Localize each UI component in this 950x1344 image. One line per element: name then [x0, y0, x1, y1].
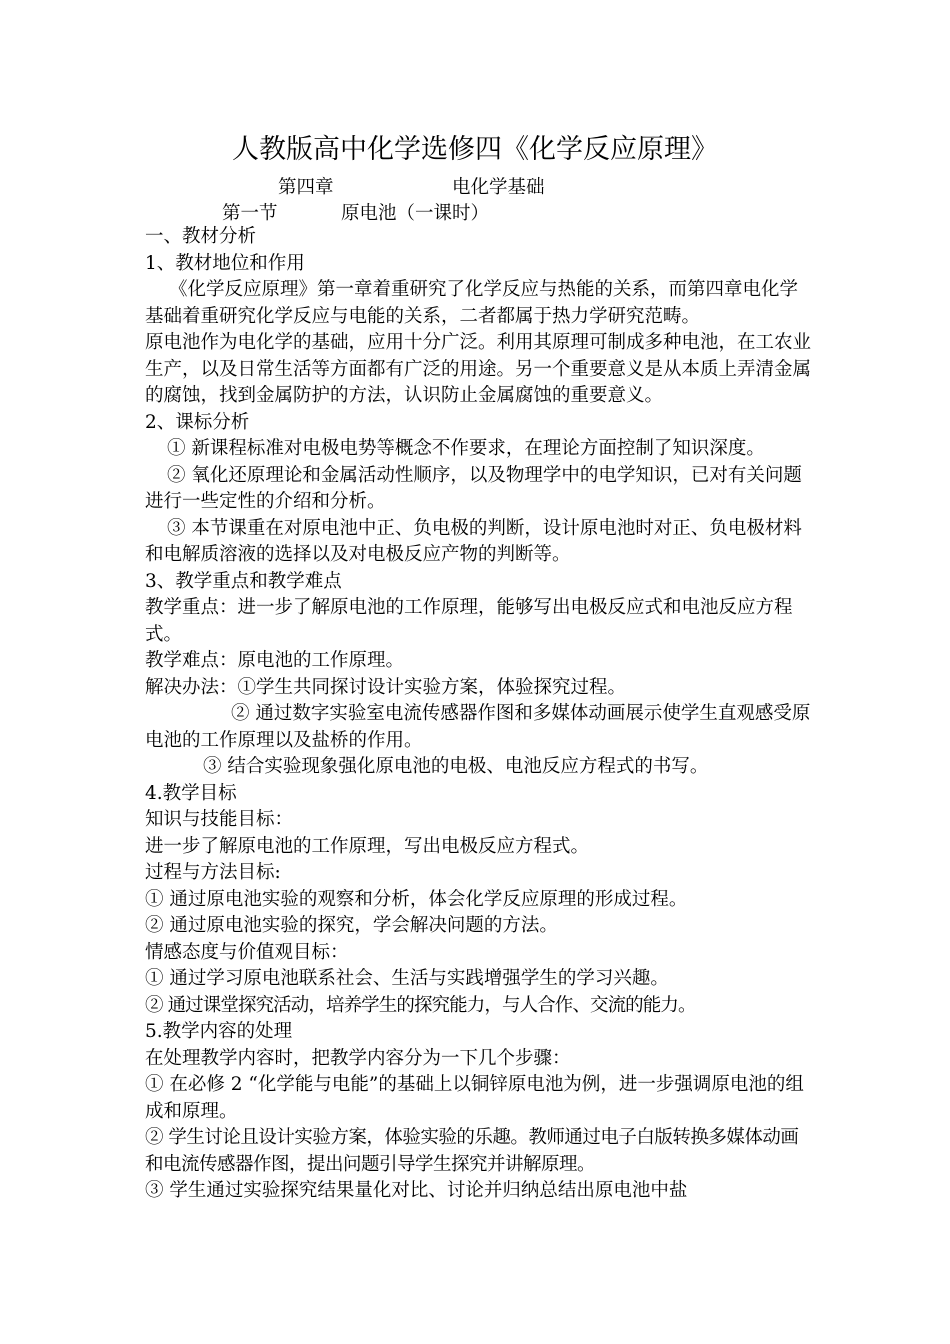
step-1: ① 在必修 2 “化学能与电能”的基础上以铜锌原电池为例，进一步强调原电池的组成和原理。 — [145, 1074, 804, 1122]
paragraph-steps-intro: 在处理教学内容时，把教学内容分为一下几个步骤： — [145, 1047, 571, 1069]
goal-process-item-2: ② 通过原电池实验的探究，学会解决问题的方法。 — [145, 915, 558, 936]
heading-textbook-analysis: 一、教材分析 — [145, 226, 257, 247]
key-point: 教学重点：进一步了解原电池的工作原理，能够写出电极反应式和电池反应方程式。 — [145, 597, 793, 645]
section-name: 原电池（一课时） — [341, 203, 490, 224]
heading-teaching-goals: 4.教学目标 — [145, 782, 237, 804]
section-number: 第一节 — [222, 203, 278, 224]
solution-3: ③ 结合实验现象强化原电池的电极、电池反应方程式的书写。 — [203, 756, 709, 777]
curriculum-item-2: ② 氧化还原理论和金属活动性顺序，以及物理学中的电学知识，已对有关问题进行一些定性的介绍和分析。 — [145, 464, 802, 512]
document-title: 人教版高中化学选修四《化学反应原理》 — [232, 134, 718, 165]
curriculum-item-3: ③ 本节课重在对原电池中正、负电极的判断，设计原电池时对正、负电极材料和电解质溶液的选择以及对电极反应产物的判断等。 — [145, 517, 802, 565]
goal-emotion-item-1: ① 通过学习原电池联系社会、生活与实践增强学生的学习兴趣。 — [145, 968, 669, 989]
chapter-name: 电化学基础 — [452, 177, 545, 198]
heading-key-difficult-points: 3、教学重点和教学难点 — [145, 570, 342, 592]
document-body — [145, 224, 815, 1205]
goal-process-item-1: ① 通过原电池实验的观察和分析，体会化学反应原理的形成过程。 — [145, 888, 688, 910]
goal-knowledge-item: 进一步了解原电池的工作原理，写出电极反应方程式。 — [145, 835, 590, 857]
goal-emotion-item-2: ② 通过课堂探究活动，培养学生的探究能力，与人合作、交流的能力。 — [145, 994, 696, 1016]
paragraph-status: 《化学反应原理》第一章着重研究了化学反应与热能的关系，而第四章电化学基础着重研究化学反应与电能的关系，二者都属于热力学研究范畴。 — [145, 279, 799, 327]
chapter-number: 第四章 — [278, 177, 334, 198]
heading-content-processing: 5.教学内容的处理 — [145, 1021, 293, 1042]
step-2: ② 学生讨论且设计实验方案，体验实验的乐趣。教师通过电子白版转换多媒体动画和电流传感器作图，提出问题引导学生探究并讲解原理。 — [145, 1127, 799, 1175]
goal-emotion-heading: 情感态度与价值观目标： — [145, 941, 349, 963]
curriculum-item-1: ① 新课程标准对电极电势等概念不作要求，在理论方面控制了知识深度。 — [167, 438, 765, 459]
solution-1: 解决办法：①学生共同探讨设计实验方案，体验探究过程。 — [145, 676, 627, 698]
difficult-point: 教学难点：原电池的工作原理。 — [145, 650, 405, 671]
paragraph-application: 原电池作为电化学的基础，应用十分广泛。利用其原理可制成多种电池，在工农业生产，以及日常生活等方面都有广泛的用途。另一个重要意义是从本质上弄清金属的腐蚀，找到金属防护的方法，认识防止金属腐蚀的重要意义。 — [145, 332, 812, 406]
goal-process-heading: 过程与方法目标: — [145, 862, 281, 883]
heading-curriculum-analysis: 2、课标分析 — [145, 411, 250, 433]
step-3: ③ 学生通过实验探究结果量化对比、讨论并归纳总结出原电池中盐 — [145, 1180, 688, 1201]
goal-knowledge-heading: 知识与技能目标： — [145, 809, 294, 830]
solution-2: ② 通过数字实验室电流传感器作图和多媒体动画展示使学生直观感受原电池的工作原理以及盐桥的作用。 — [145, 703, 811, 751]
heading-status-role: 1、教材地位和作用 — [145, 252, 305, 274]
